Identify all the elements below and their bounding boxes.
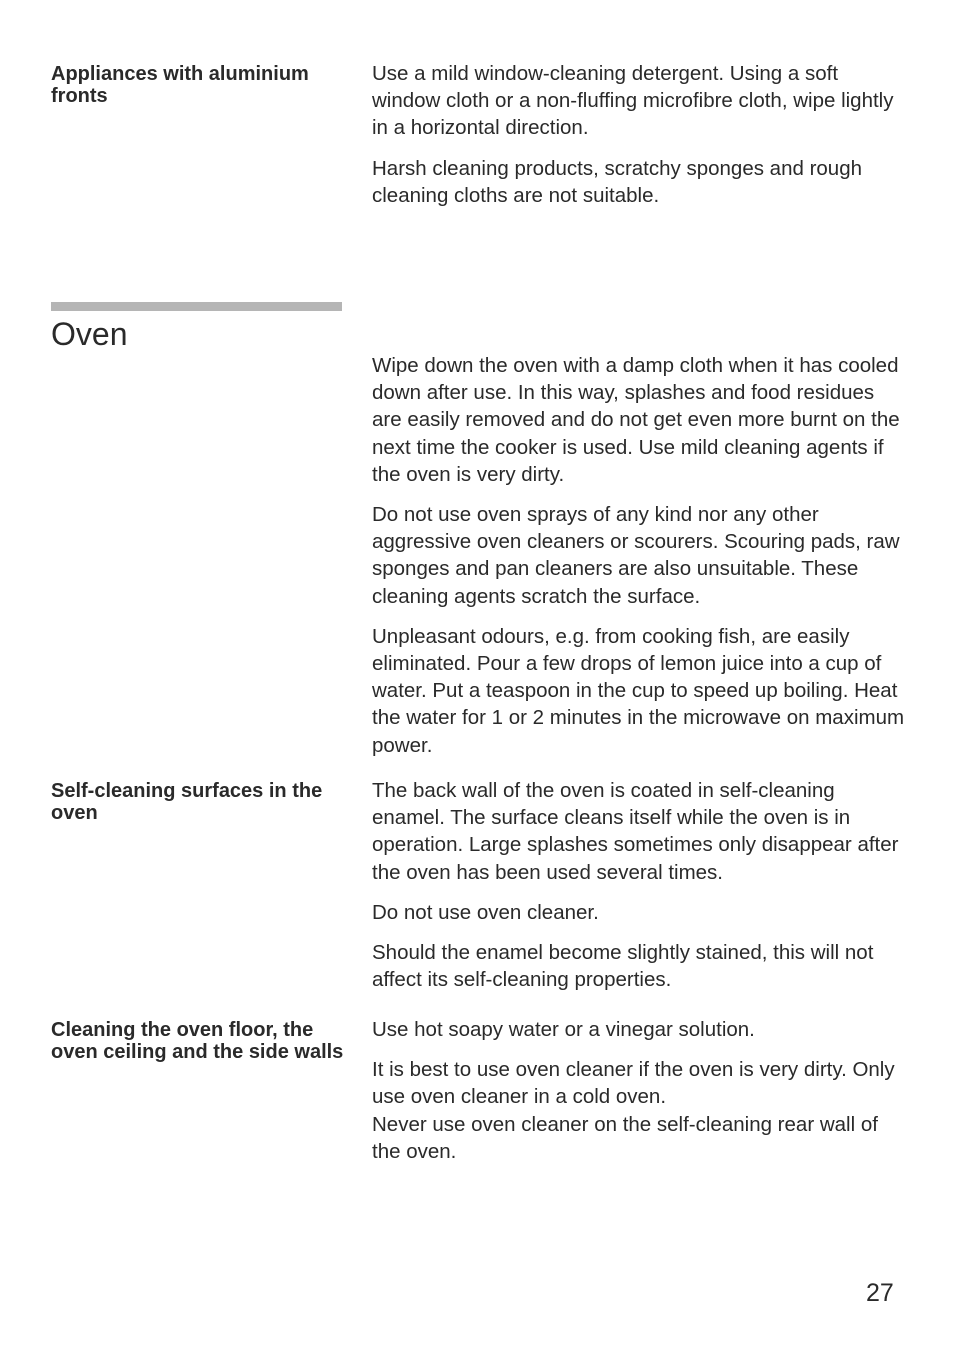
paragraph: Never use oven cleaner on the self-cleaning rear wall of the oven.: [372, 1112, 878, 1163]
aluminium-fronts-heading: Appliances with aluminium fronts: [51, 63, 309, 107]
paragraph: Do not use oven cleaner.: [372, 900, 599, 924]
paragraph: Wipe down the oven with a damp cloth when it has cooled down after use. In this way, splashes and food residues are easily removed and do not get even more burnt on the next time the cooker is used. Use mild cleaning agents if the oven is very dirty.: [372, 354, 900, 486]
paragraph: Do not use oven sprays of any kind nor any other aggressive oven cleaners or scourers. Scouring pads, raw sponges and pan cleaners are also unsuitable. These cleaning agents scratch the surface.: [372, 503, 900, 608]
paragraph: Harsh cleaning products, scratchy sponges and rough cleaning cloths are not suitable.: [372, 156, 863, 207]
section-title-oven: Oven: [51, 316, 128, 352]
paragraph: The back wall of the oven is coated in self-cleaning enamel. The surface cleans itself while the oven is in operation. Large splashes sometimes only disappear after the oven has been used several times.: [372, 779, 899, 884]
paragraph: Use hot soapy water or a vinegar solution.: [372, 1018, 755, 1041]
aluminium-fronts-text: [372, 60, 907, 209]
floor-ceiling-heading: Cleaning the oven floor, the oven ceiling and the side walls: [51, 1019, 344, 1063]
self-cleaning-text: [372, 777, 907, 993]
floor-ceiling-text: [372, 1016, 907, 1165]
paragraph: Use a mild window-cleaning detergent. Using a soft window cloth or a non-fluffing microfibre cloth, wipe lightly in a horizontal direction.: [372, 62, 894, 140]
oven-intro-text: [372, 352, 907, 759]
paragraph: It is best to use oven cleaner if the oven is very dirty. Only use oven cleaner in a cold oven.: [372, 1058, 895, 1109]
paragraph: Should the enamel become slightly stained, this will not affect its self-cleaning properties.: [372, 941, 874, 992]
section-rule: [51, 302, 342, 311]
paragraph: Unpleasant odours, e.g. from cooking fish, are easily eliminated. Pour a few drops of lemon juice into a cup of water. Put a teaspoon in the cup to speed up boiling. Heat the water for 1 or 2 minutes in the microwave on maximum power.: [372, 624, 905, 757]
page-number: 27: [866, 1279, 894, 1307]
self-cleaning-heading: Self-cleaning surfaces in the oven: [51, 780, 323, 824]
